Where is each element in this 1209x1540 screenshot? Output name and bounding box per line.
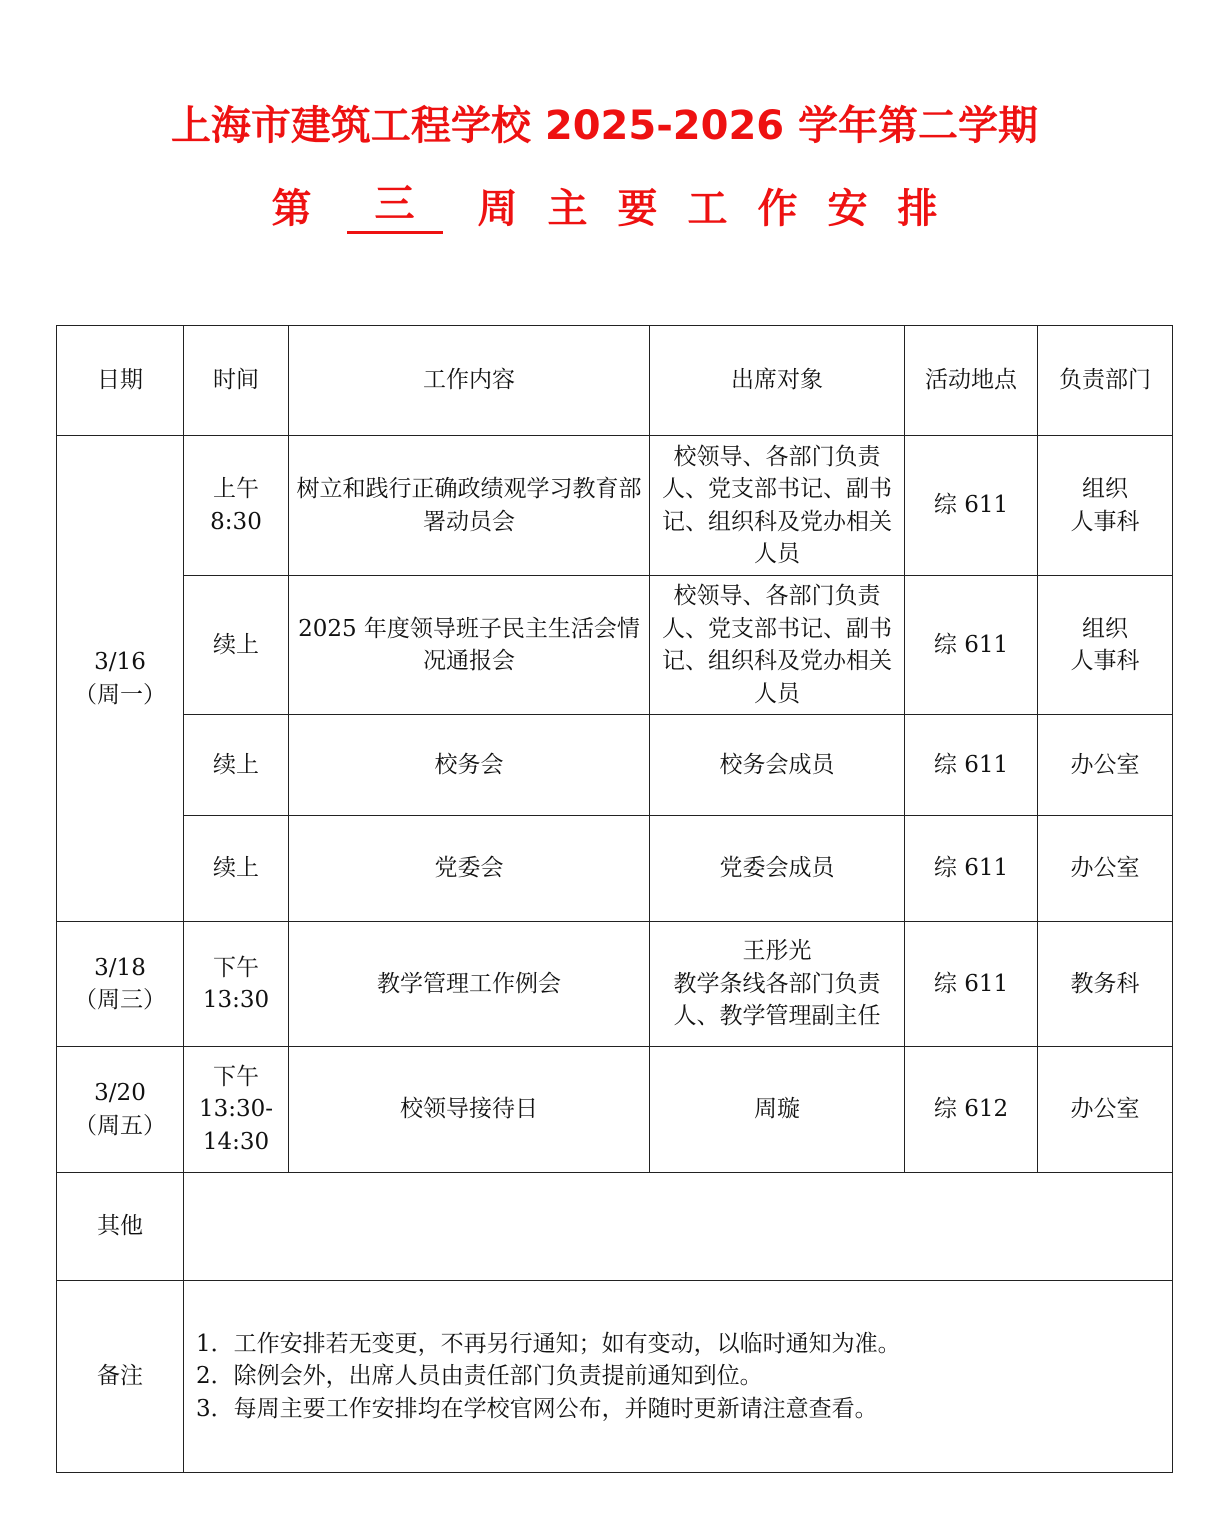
time-cell [184,715,289,816]
content-cell-line: 2025 年度领导班子民主生活会情况通报会 [298,615,640,674]
subtitle-char: 工 [687,186,728,232]
content-cell [289,576,650,715]
dept-cell [1038,576,1173,715]
dept-cell [1038,816,1173,922]
dept-cell-line: 组织 [1082,615,1128,642]
attendees-cell-line: 周璇 [754,1096,800,1123]
dept-cell-line: 办公室 [1070,751,1140,778]
dept-cell-line: 人事科 [1070,508,1140,535]
time-cell-line: 13:30 [202,987,270,1013]
date-cell [57,1047,184,1173]
subtitle-char: 周 [477,186,518,232]
attendees-cell [650,436,905,576]
time-cell-line: 续上 [213,751,259,778]
date-cell-line: 3/20 [94,1080,146,1106]
notes-content-line: 1．工作安排若无变更，不再另行通知；如有变动，以临时通知为准。 [196,1330,901,1357]
attendees-cell-line: 王彤光 [742,938,812,965]
time-cell-line: 14:30 [202,1128,270,1155]
location-cell [905,436,1038,576]
attendees-cell-line: 党委会成员 [719,855,835,882]
dept-cell-line: 人事科 [1070,648,1140,674]
notes-content [184,1281,1173,1473]
content-cell [289,715,650,816]
attendees-cell [650,922,905,1047]
other-row [57,1173,1173,1281]
location-cell-line: 综 611 [933,855,1009,882]
notes-content-line: 2．除例会外，出席人员由责任部门负责提前通知到位。 [196,1363,763,1390]
notes-content-line: 3．每周主要工作安排均在学校官网公布，并随时更新请注意查看。 [196,1395,878,1422]
attendees-cell-line: 校领导、各部门负责人、党支部书记、副书记、组织科及党办相关人员 [662,583,892,707]
column-header: 时间 [184,326,289,436]
attendees-cell [650,816,905,922]
location-cell-line: 综 611 [933,492,1009,519]
dept-cell-line: 教务科 [1070,970,1140,997]
dept-cell [1038,715,1173,816]
content-cell-line: 校领导接待日 [400,1096,538,1123]
dept-cell-line: 办公室 [1070,855,1140,882]
content-cell [289,816,650,922]
document-title: 上海市建筑工程学校 2025-2026 学年第二学期 [170,103,1039,149]
table-row [57,1047,1173,1173]
notes-label [57,1281,184,1473]
column-header: 负责部门 [1038,326,1173,436]
time-cell-line: 下午 [213,954,259,981]
location-cell-line: 综 611 [933,631,1009,658]
table-row [57,436,1173,576]
notes-row [57,1281,1173,1473]
time-cell-line: 13:30- [198,1096,274,1123]
content-cell [289,922,650,1047]
dept-cell-line: 办公室 [1070,1096,1140,1123]
time-cell [184,816,289,922]
other-label-line: 其他 [97,1213,143,1240]
content-cell-line: 校务会 [434,751,504,778]
location-cell-line: 综 611 [933,970,1009,997]
subtitle-char: 主 [547,186,588,232]
location-cell [905,576,1038,715]
schedule-table [56,325,1173,1473]
dept-cell [1038,1047,1173,1173]
attendees-cell-line: 校务会成员 [719,751,835,778]
other-content [184,1173,1173,1281]
time-cell [184,1047,289,1173]
subtitle-char: 要 [617,186,658,232]
time-cell [184,576,289,715]
table-row [57,816,1173,922]
document-subtitle [0,181,1209,237]
date-cell-line: （周一） [74,681,166,708]
date-cell-line: 3/16 [94,649,146,675]
attendees-cell [650,576,905,715]
date-cell [57,436,184,922]
location-cell [905,1047,1038,1173]
date-cell-line: 3/18 [94,954,146,981]
week-number: 三 [347,181,443,234]
date-cell-line: （周五） [74,1112,166,1139]
content-cell-line: 党委会 [434,855,504,882]
column-header: 活动地点 [905,326,1038,436]
column-header: 日期 [57,326,184,436]
column-header: 工作内容 [289,326,650,436]
content-cell [289,436,650,576]
time-cell [184,436,289,576]
dept-cell-line: 组织 [1082,476,1128,502]
dept-cell [1038,922,1173,1047]
time-cell-line: 续上 [213,631,259,658]
time-cell [184,922,289,1047]
time-cell-line: 8:30 [210,508,262,535]
location-cell [905,715,1038,816]
subtitle-char: 作 [757,186,798,232]
content-cell-line: 树立和践行正确政绩观学习教育部署动员会 [296,476,642,535]
other-label [57,1173,184,1281]
table-row [57,922,1173,1047]
table-row [57,576,1173,715]
subtitle-char: 安 [827,186,868,232]
time-cell-line: 上午 [213,476,259,502]
location-cell [905,816,1038,922]
schedule-body [57,326,1173,1473]
time-cell-line: 下午 [213,1063,259,1090]
dept-cell [1038,436,1173,576]
notes-label-line: 备注 [97,1363,143,1390]
location-cell-line: 综 612 [933,1096,1009,1123]
location-cell [905,922,1038,1047]
content-cell [289,1047,650,1173]
attendees-cell [650,715,905,816]
table-row [57,715,1173,816]
attendees-cell [650,1047,905,1173]
content-cell-line: 教学管理工作例会 [377,970,561,997]
header-row [57,326,1173,436]
time-cell-line: 续上 [213,855,259,882]
date-cell [57,922,184,1047]
column-header: 出席对象 [650,326,905,436]
location-cell-line: 综 611 [933,751,1009,778]
subtitle-prefix: 第 [271,186,312,232]
subtitle-char: 排 [897,186,938,232]
date-cell-line: （周三） [74,987,166,1013]
attendees-cell-line: 教学条线各部门负责人、教学管理副主任 [673,970,881,1030]
attendees-cell-line: 校领导、各部门负责人、党支部书记、副书记、组织科及党办相关人员 [662,443,892,567]
